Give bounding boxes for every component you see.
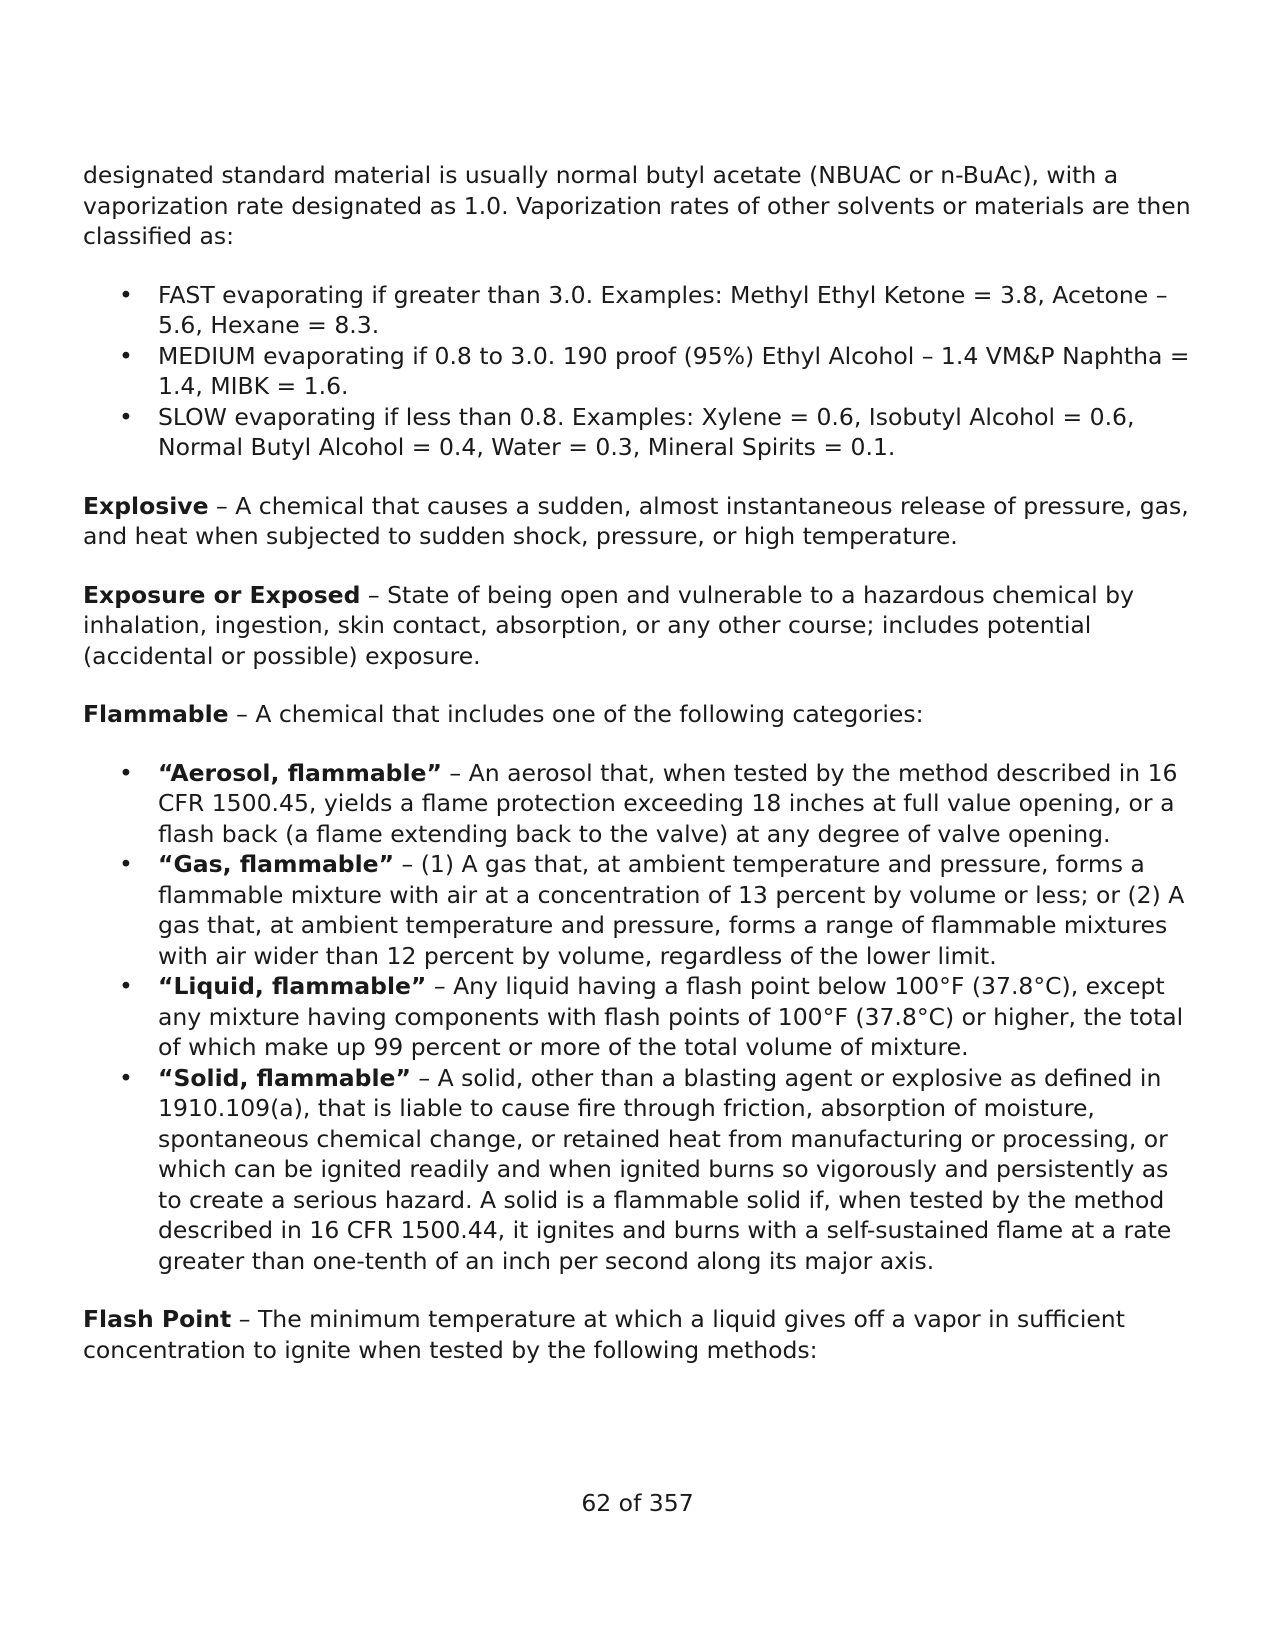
spacer <box>83 463 1198 491</box>
definition-text: – The minimum temperature at which a liquid gives off a vapor in sufficient concentration to ignite when tested by the following methods: <box>83 1305 1125 1364</box>
definition-text: – An aerosol that, when tested by the method described in 16 CFR 1500.45, yields a flame protection exceeding 18 inches at full value opening, or a flash back (a flame extending back to the valve) at any degree of valve opening. <box>158 758 1178 848</box>
spacer <box>83 252 1198 280</box>
page-number: 62 of 357 <box>581 1489 694 1517</box>
evaporation-rate-list <box>83 280 1198 463</box>
rate-medium-text: MEDIUM evaporating if 0.8 to 3.0. 190 proof (95%) Ethyl Alcohol – 1.4 VM&P Naphtha = 1.4, MIBK = 1.6. <box>158 341 1190 400</box>
bullet-icon: • <box>119 850 133 878</box>
bullet-icon: • <box>119 402 133 431</box>
definition-exposure <box>83 580 1198 672</box>
term-flammable: Flammable <box>83 700 229 728</box>
list-item <box>83 402 1198 463</box>
bullet-icon: • <box>119 280 133 309</box>
bullet-icon: • <box>119 341 133 370</box>
term-liquid-flammable: “Liquid, flammable” <box>158 972 427 1000</box>
definition-text: – Any liquid having a flash point below 100°F (37.8°C), except any mixture having components with flash points of 100°F (37.8°C) or higher, the total of which make up 99 percent or more of the total volume of mixture. <box>158 972 1184 1061</box>
bullet-icon: • <box>119 758 133 787</box>
list-item <box>83 280 1198 341</box>
definition-explosive <box>83 491 1198 552</box>
list-item <box>83 758 1198 850</box>
definition-flash-point <box>83 1304 1198 1365</box>
definition-text: – A solid, other than a blasting agent or explosive as defined in 1910.109(a), that is liable to cause fire through friction, absorption of moisture, spontaneous chemical change, or retained heat from manufacturing or processing, or which can be ignited readily and when ignited burns so vigorously and persistently as to create a serious hazard. A solid is a flammable solid if, when tested by the method described in 16 CFR 1500.44, it ignites and burns with a self-sustained flame at a rate greater than one-tenth of an inch per second along its major axis. <box>158 1063 1172 1275</box>
term-flash-point: Flash Point <box>83 1305 232 1333</box>
document-body <box>83 160 1198 1365</box>
term-gas-flammable: “Gas, flammable” <box>158 850 395 878</box>
definition-text: – A chemical that includes one of the following categories: <box>228 700 924 728</box>
rate-fast-text: FAST evaporating if greater than 3.0. Examples: Methyl Ethyl Ketone = 3.8, Acetone – 5.6, Hexane = 8.3. <box>158 280 1168 339</box>
definition-text: – State of being open and vulnerable to a hazardous chemical by inhalation, ingestion, skin contact, absorption, or any other course; includes potential (accidental or possible) exposure. <box>83 580 1134 670</box>
spacer <box>83 671 1198 699</box>
list-item <box>83 341 1198 402</box>
bullet-icon: • <box>119 972 133 1000</box>
definition-text: – A chemical that causes a sudden, almost instantaneous release of pressure, gas, and heat when subjected to sudden shock, pressure, or high temperature. <box>83 491 1189 550</box>
list-item <box>83 849 1198 971</box>
list-item <box>83 1063 1198 1277</box>
term-aerosol-flammable: “Aerosol, flammable” <box>158 758 442 787</box>
list-item <box>83 971 1198 1063</box>
bullet-icon: • <box>119 1063 133 1092</box>
spacer <box>83 1276 1198 1304</box>
rate-slow-text: SLOW evaporating if less than 0.8. Examples: Xylene = 0.6, Isobutyl Alcohol = 0.6, Normal Butyl Alcohol = 0.4, Water = 0.3, Mineral Spirits = 0.1. <box>158 402 1135 461</box>
spacer <box>83 552 1198 580</box>
term-exposure: Exposure or Exposed <box>83 580 361 609</box>
spacer <box>83 730 1198 758</box>
flammable-category-list <box>83 758 1198 1277</box>
definition-text: – (1) A gas that, at ambient temperature and pressure, forms a flammable mixture with air at a concentration of 13 percent by volume or less; or (2) A gas that, at ambient temperature and pressure, forms a range of flammable mixtures with air wider than 12 percent by volume, regardless of the lower limit. <box>158 850 1185 970</box>
definition-flammable <box>83 699 1198 730</box>
term-explosive: Explosive <box>83 491 209 520</box>
intro-paragraph: designated standard material is usually normal butyl acetate (NBUAC or n-BuAc), with a vaporization rate designated as 1.0. Vaporization rates of other solvents or materials are then classified as: <box>83 161 1191 250</box>
term-solid-flammable: “Solid, flammable” <box>158 1063 411 1092</box>
